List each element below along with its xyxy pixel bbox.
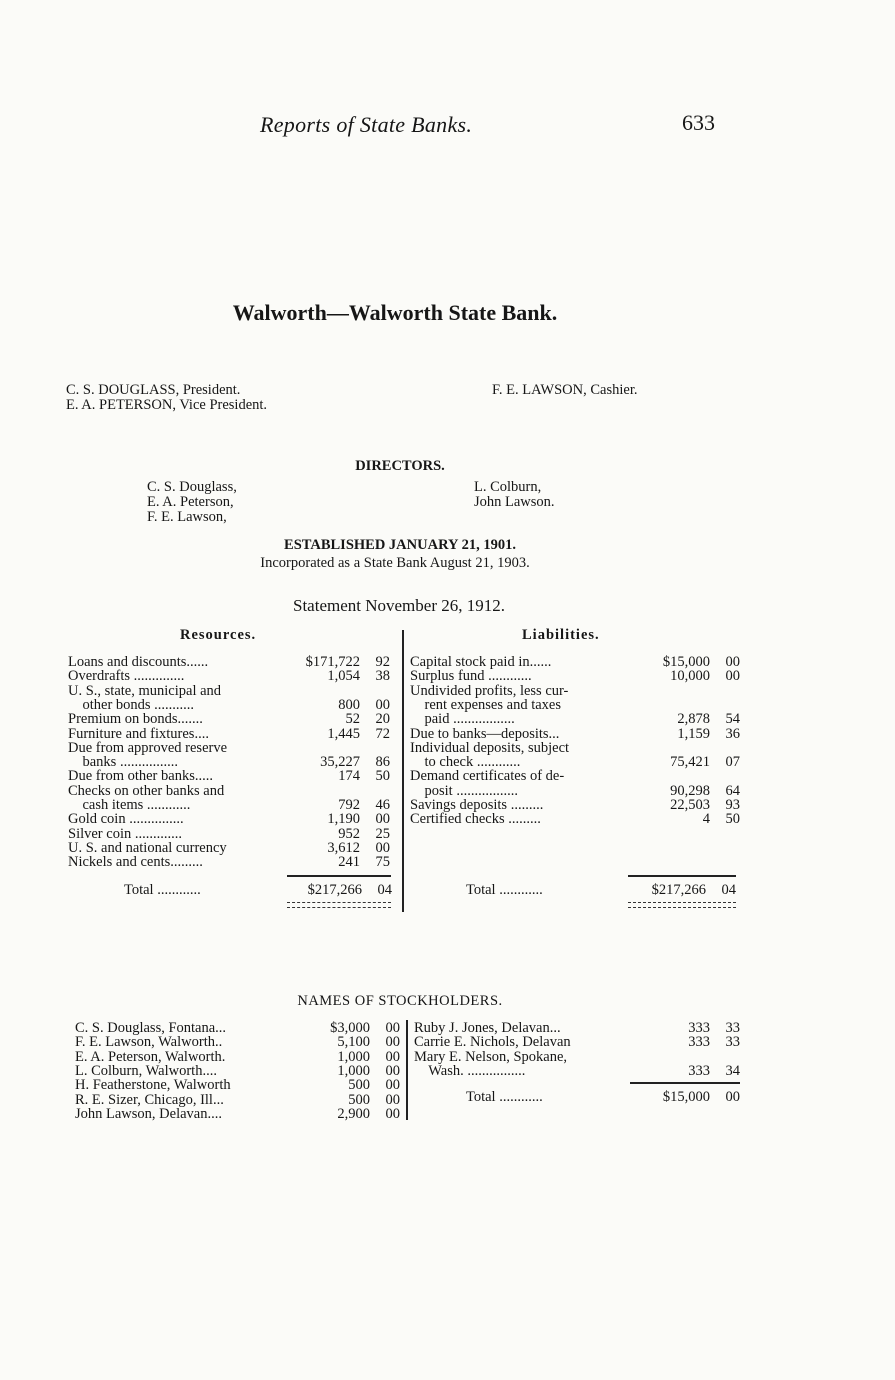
- row-label: Due from other banks.....: [68, 768, 213, 785]
- row-label: Savings deposits .........: [410, 797, 544, 813]
- row-label: Furniture and fixtures....: [68, 725, 209, 742]
- resources-heading: Resources.: [180, 627, 257, 643]
- row-label: Checks on other banks and: [68, 782, 225, 799]
- officer-cashier: F. E. LAWSON, Cashier.: [492, 382, 638, 398]
- row-cents: 00: [385, 1062, 400, 1079]
- row-cents: 00: [385, 1048, 400, 1065]
- resources-total-row: [124, 883, 392, 897]
- row-dollars: 52: [345, 711, 360, 728]
- officer-president: C. S. DOUGLASS, President.: [66, 382, 241, 398]
- row-cents: 20: [375, 711, 390, 728]
- table-row: [410, 655, 740, 669]
- row-dollars: 2,900: [337, 1105, 370, 1122]
- row-cents: 34: [725, 1062, 740, 1079]
- resources-table: [68, 655, 398, 885]
- row-label: John Lawson, Delavan....: [75, 1105, 222, 1122]
- table-row: [414, 1064, 740, 1078]
- stockholders-total-row: [466, 1090, 740, 1104]
- incorporated-date: Incorporated as a State Bank August 21, 1903.: [260, 555, 530, 571]
- row-label: to check ............: [410, 754, 521, 771]
- row-cents: 50: [375, 768, 390, 785]
- row-label: Surplus fund ............: [410, 668, 532, 685]
- table-row: [68, 698, 398, 712]
- row-cents: 00: [385, 1034, 400, 1051]
- row-label: Capital stock paid in......: [410, 654, 552, 670]
- table-row: [68, 769, 398, 783]
- row-label: Demand certificates of de-: [410, 768, 565, 785]
- table-row: [410, 755, 740, 769]
- row-dollars: 792: [338, 797, 360, 813]
- total-label: Total ............: [466, 882, 543, 898]
- row-dollars: $3,000: [330, 1020, 370, 1036]
- director-item: E. A. Peterson,: [147, 494, 234, 510]
- table-row: [75, 1021, 403, 1035]
- table-row: [75, 1064, 403, 1078]
- table-row: [410, 712, 740, 726]
- row-cents: 00: [725, 654, 740, 670]
- row-dollars: 2,878: [677, 711, 710, 728]
- table-row: [68, 669, 398, 683]
- row-label: U. S. and national currency: [68, 839, 227, 856]
- table-row: [410, 684, 740, 698]
- row-label: H. Featherstone, Walworth: [75, 1077, 231, 1094]
- double-rule: [628, 902, 736, 908]
- row-cents: 00: [385, 1020, 400, 1036]
- directors-heading: DIRECTORS.: [355, 458, 445, 474]
- table-row: [410, 669, 740, 683]
- row-label: paid .................: [410, 711, 515, 728]
- row-cents: 00: [385, 1091, 400, 1108]
- director-item: F. E. Lawson,: [147, 509, 227, 525]
- officer-vice-president: E. A. PETERSON, Vice President.: [66, 397, 268, 413]
- row-label: Silver coin .............: [68, 825, 182, 842]
- total-label: Total ............: [124, 882, 201, 898]
- total-rule: [287, 875, 391, 877]
- row-dollars: 1,445: [327, 725, 360, 742]
- row-cents: 93: [725, 797, 740, 813]
- row-dollars: 35,227: [320, 754, 360, 771]
- row-cents: 33: [725, 1034, 740, 1051]
- table-row: [68, 798, 398, 812]
- row-dollars: 174: [338, 768, 360, 785]
- established-date: ESTABLISHED JANUARY 21, 1901.: [284, 537, 516, 553]
- row-dollars: $171,722: [305, 654, 360, 670]
- row-dollars: 10,000: [670, 668, 710, 685]
- table-row: [414, 1021, 740, 1035]
- bank-title: Walworth—Walworth State Bank.: [232, 300, 558, 325]
- row-cents: 00: [375, 811, 390, 828]
- row-cents: 86: [375, 754, 390, 771]
- total-cents: 04: [377, 882, 392, 898]
- row-cents: 50: [725, 811, 740, 828]
- row-label: Due to banks—deposits...: [410, 725, 560, 742]
- row-dollars: 1,000: [337, 1048, 370, 1065]
- row-dollars: 3,612: [327, 839, 360, 856]
- director-item: L. Colburn,: [474, 479, 542, 495]
- row-cents: 00: [375, 696, 390, 713]
- row-label: C. S. Douglass, Fontana...: [75, 1020, 227, 1036]
- row-cents: 00: [385, 1077, 400, 1094]
- director-item: John Lawson.: [474, 494, 555, 510]
- table-row: [68, 755, 398, 769]
- row-cents: 07: [725, 754, 740, 771]
- table-row: [75, 1107, 403, 1121]
- row-cents: 72: [375, 725, 390, 742]
- director-item: C. S. Douglass,: [147, 479, 237, 495]
- table-row: [410, 741, 740, 755]
- total-label: Total ............: [466, 1089, 543, 1105]
- table-row: [68, 741, 398, 755]
- row-label: U. S., state, municipal and: [68, 682, 222, 699]
- row-dollars: 1,159: [677, 725, 710, 742]
- row-dollars: 333: [688, 1062, 710, 1079]
- row-cents: 00: [725, 668, 740, 685]
- table-row: [68, 712, 398, 726]
- liabilities-table: [410, 655, 740, 855]
- row-label: Nickels and cents.........: [68, 854, 203, 871]
- stockholders-heading: NAMES OF STOCKHOLDERS.: [297, 993, 503, 1009]
- row-dollars: 241: [338, 854, 360, 871]
- row-label: F. E. Lawson, Walworth..: [75, 1034, 223, 1051]
- page-number: 633: [682, 110, 715, 135]
- row-dollars: 333: [688, 1020, 710, 1036]
- row-label: Gold coin ...............: [68, 811, 184, 828]
- row-dollars: 4: [702, 811, 710, 828]
- row-dollars: 90,298: [670, 782, 710, 799]
- table-row: [410, 769, 740, 783]
- row-label: Ruby J. Jones, Delavan...: [414, 1020, 561, 1036]
- row-cents: 33: [725, 1020, 740, 1036]
- row-dollars: 952: [338, 825, 360, 842]
- row-cents: 75: [375, 854, 390, 871]
- row-dollars: 1,000: [337, 1062, 370, 1079]
- column-divider: [402, 630, 404, 912]
- row-label: E. A. Peterson, Walworth.: [75, 1048, 226, 1065]
- table-row: [68, 841, 398, 855]
- total-rule: [628, 875, 736, 877]
- table-row: [68, 827, 398, 841]
- liabilities-total-row: [466, 883, 736, 897]
- row-cents: 92: [375, 654, 390, 670]
- row-label: Premium on bonds.......: [68, 711, 203, 728]
- total-rule: [630, 1082, 740, 1084]
- table-row: [75, 1093, 403, 1107]
- row-label: cash items ............: [68, 797, 191, 813]
- row-dollars: 1,190: [327, 811, 360, 828]
- row-cents: 25: [375, 825, 390, 842]
- table-row: [410, 784, 740, 798]
- statement-title: Statement November 26, 1912.: [293, 596, 505, 615]
- row-dollars: 75,421: [670, 754, 710, 771]
- row-label: Carrie E. Nichols, Delavan: [414, 1034, 571, 1051]
- row-dollars: $15,000: [662, 654, 710, 670]
- total-cents: 04: [721, 882, 736, 898]
- stockholders-left-list: [75, 1021, 403, 1126]
- row-label: banks ................: [68, 754, 178, 771]
- row-label: Overdrafts ..............: [68, 668, 185, 685]
- row-dollars: 500: [348, 1077, 370, 1094]
- total-cents: 00: [725, 1089, 740, 1105]
- table-row: [414, 1050, 740, 1064]
- table-row: [75, 1035, 403, 1049]
- row-cents: 64: [725, 782, 740, 799]
- row-label: Undivided profits, less cur-: [410, 682, 569, 699]
- table-row: [68, 727, 398, 741]
- table-row: [414, 1035, 740, 1049]
- table-row: [68, 655, 398, 669]
- row-label: L. Colburn, Walworth....: [75, 1062, 217, 1079]
- liabilities-heading: Liabilities.: [522, 627, 600, 643]
- table-row: [68, 784, 398, 798]
- row-label: Due from approved reserve: [68, 739, 228, 756]
- row-label: Individual deposits, subject: [410, 739, 570, 756]
- row-cents: 54: [725, 711, 740, 728]
- row-label: Mary E. Nelson, Spokane,: [414, 1048, 568, 1065]
- row-cents: 00: [385, 1105, 400, 1122]
- row-label: Wash. ................: [414, 1062, 526, 1079]
- table-row: [68, 812, 398, 826]
- total-dollars: $217,266: [651, 882, 706, 898]
- row-label: other bonds ...........: [68, 696, 195, 713]
- total-dollars: $15,000: [662, 1089, 710, 1105]
- row-cents: 38: [375, 668, 390, 685]
- table-row: [410, 698, 740, 712]
- row-label: R. E. Sizer, Chicago, Ill...: [75, 1091, 224, 1108]
- row-dollars: 22,503: [670, 797, 710, 813]
- row-dollars: 1,054: [327, 668, 360, 685]
- table-row: [75, 1050, 403, 1064]
- table-row: [68, 855, 398, 869]
- row-dollars: 333: [688, 1034, 710, 1051]
- row-dollars: 500: [348, 1091, 370, 1108]
- row-cents: 00: [375, 839, 390, 856]
- row-label: rent expenses and taxes: [410, 696, 561, 713]
- column-divider: [406, 1020, 408, 1120]
- table-row: [410, 812, 740, 826]
- row-cents: 36: [725, 725, 740, 742]
- table-row: [410, 727, 740, 741]
- row-label: Certified checks .........: [410, 811, 541, 828]
- table-row: [75, 1078, 403, 1092]
- row-dollars: 5,100: [337, 1034, 370, 1051]
- stockholders-right-list: [414, 1021, 740, 1081]
- table-row: [68, 684, 398, 698]
- double-rule: [287, 902, 391, 908]
- total-dollars: $217,266: [307, 882, 362, 898]
- table-row: [410, 798, 740, 812]
- row-dollars: 800: [338, 696, 360, 713]
- row-label: Loans and discounts......: [68, 654, 209, 670]
- row-cents: 46: [375, 797, 390, 813]
- running-header-title: Reports of State Banks.: [260, 112, 473, 137]
- row-label: posit .................: [410, 782, 518, 799]
